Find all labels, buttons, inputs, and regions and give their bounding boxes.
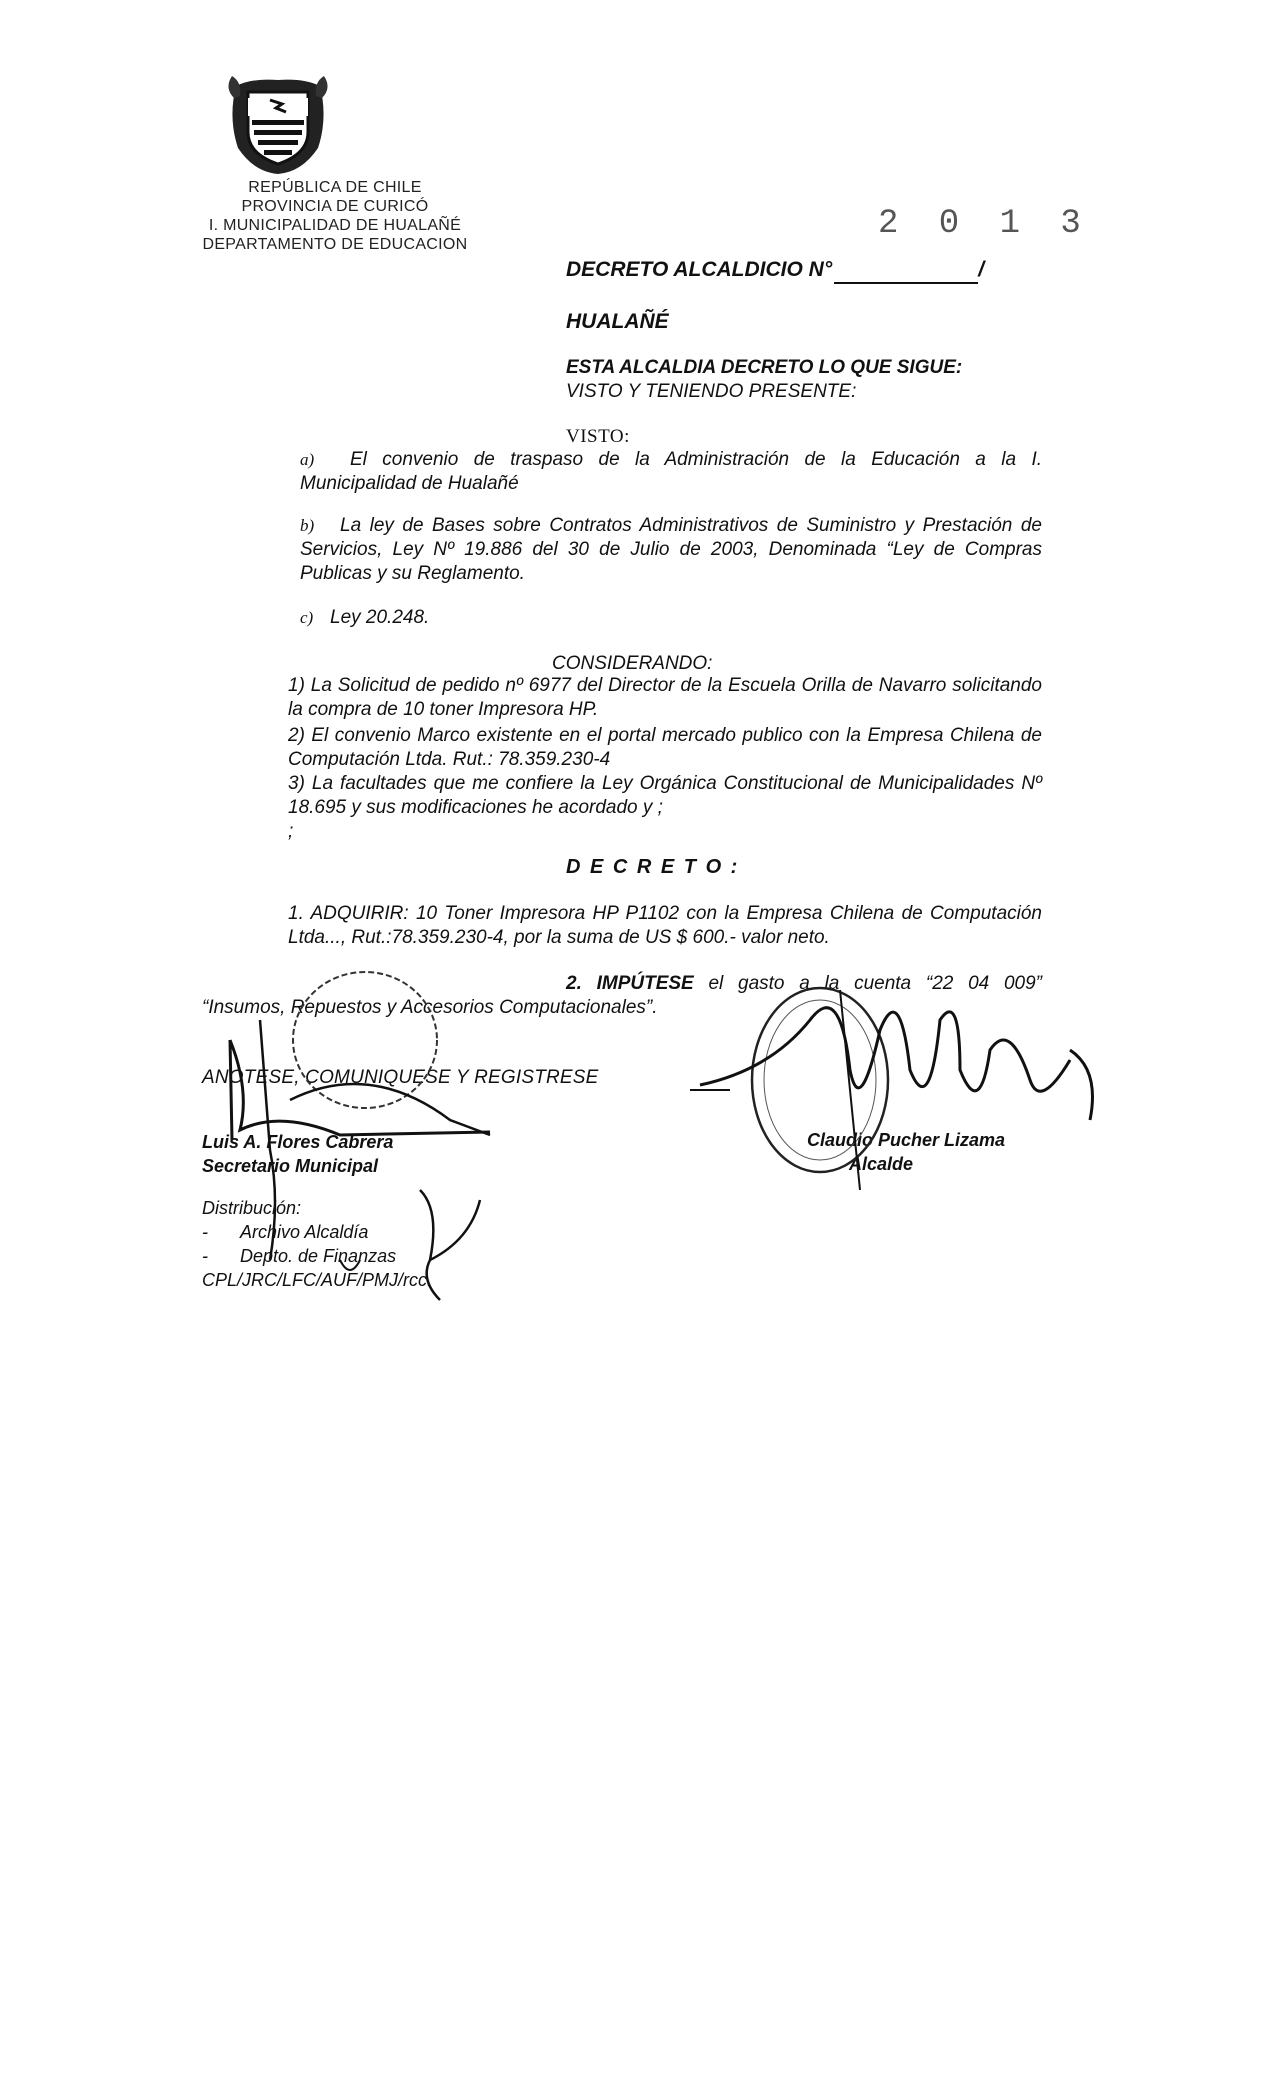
left-signatory-title: Secretario Municipal xyxy=(202,1156,379,1176)
visto-item-b-first-line xyxy=(300,514,1042,538)
visto-item-a-first-text: El convenio de traspaso de la Administración de la Educación a la I. xyxy=(350,449,1042,470)
header-municipality: I. MUNICIPALIDAD DE HUALAÑÉ xyxy=(208,217,462,234)
distribution-block xyxy=(202,1196,432,1292)
distribution-item-2-text: Depto. de Finanzas xyxy=(240,1246,397,1266)
visto-item-c-text: Ley 20.248. xyxy=(330,607,430,628)
decree-intro-bold: ESTA ALCALDIA DECRETO LO QUE SIGUE: xyxy=(566,357,963,378)
decree-title-text: DECRETO ALCALDICIO N° xyxy=(566,258,833,281)
decreto-item-2-text: el gasto a la cuenta “22 04 009” xyxy=(708,973,1042,994)
considerando-item-1: 1) La Solicitud de pedido nº 6977 del Director de la Escuela Orilla de Navarro solicitando la compra de 10 toner Impresora HP. xyxy=(288,675,1042,720)
visto-item-b-letter: b) xyxy=(300,516,315,535)
decreto-item-2-bold: 2. IMPÚTESE xyxy=(566,973,694,994)
decreto-item-2-line2: “Insumos, Repuestos y Accesorios Computacionales”. xyxy=(202,997,658,1018)
distribution-item-2 xyxy=(202,1244,432,1268)
visto-item-b-rest: Servicios, Ley Nº 19.886 del 30 de Julio de 2003, Denominada “Ley de Compras Publicas y su Reglamento. xyxy=(300,539,1042,584)
considerando-heading: CONSIDERANDO: xyxy=(552,653,713,674)
decree-number-blank xyxy=(834,258,978,284)
left-signatory-name: Luis A. Flores Cabrera xyxy=(202,1132,394,1152)
considerando-item-2: 2) El convenio Marco existente en el portal mercado publico con la Empresa Chilena de Computación Ltda. Rut.: 78.359.230-4 xyxy=(288,725,1042,770)
decreto-item-1: 1. ADQUIRIR: 10 Toner Impresora HP P1102 con la Empresa Chilena de Computación Ltda..., Rut.:78.359.230-4, por la suma de US $ 600.- valor neto. xyxy=(288,903,1042,948)
visto-item-a xyxy=(300,448,1042,496)
visto-item-b xyxy=(300,514,1042,586)
header-country: REPÚBLICA DE CHILE xyxy=(248,179,422,196)
visto-item-c xyxy=(300,606,429,630)
decreto-item-2 xyxy=(566,972,1042,996)
right-signatory xyxy=(796,1128,1016,1176)
distribution-initials: CPL/JRC/LFC/AUF/PMJ/rcc. xyxy=(202,1270,433,1290)
decree-place: HUALAÑÉ xyxy=(566,310,669,333)
considerando-item-4: ; xyxy=(288,821,294,842)
visto-item-a-first-line xyxy=(300,448,1042,472)
decree-title-suffix: / xyxy=(978,258,985,281)
visto-item-b-first-text: La ley de Bases sobre Contratos Administrativos de Suministro y Prestación de xyxy=(340,515,1042,536)
right-signatory-name: Claudio Pucher Lizama xyxy=(806,1130,1006,1150)
decreto-item-2-line1 xyxy=(566,972,1042,996)
considerando-list xyxy=(288,674,1042,844)
visto-item-c-letter: c) xyxy=(300,608,314,627)
municipal-coat-of-arms xyxy=(224,68,332,176)
decreto-heading: D E C R E T O : xyxy=(566,856,740,878)
header-department: DEPARTAMENTO DE EDUCACION xyxy=(202,236,468,253)
decree-title xyxy=(566,258,984,284)
visto-heading: VISTO: xyxy=(566,426,630,447)
decree-intro: VISTO Y TENIENDO PRESENTE: xyxy=(566,381,857,402)
considerando-item-3: 3) La facultades que me confiere la Ley Orgánica Constitucional de Municipalidades Nº 18.695 y sus modificaciones he acordado y ; xyxy=(288,773,1042,818)
distribution-bullet: - xyxy=(202,1222,208,1242)
letterhead xyxy=(190,178,480,254)
distribution-item-1 xyxy=(202,1220,432,1244)
distribution-heading: Distribución: xyxy=(202,1198,302,1218)
distribution-item-1-text: Archivo Alcaldía xyxy=(240,1222,369,1242)
visto-item-a-letter: a) xyxy=(300,450,315,469)
distribution-bullet: - xyxy=(202,1246,208,1266)
right-signatory-title: Alcalde xyxy=(848,1154,914,1174)
stamped-number: 2 0 1 3 xyxy=(878,205,1091,243)
closing-statement: ANOTESE, COMUNIQUESE Y REGISTRESE xyxy=(202,1067,599,1088)
visto-item-a-rest: Municipalidad de Hualañé xyxy=(300,473,519,494)
header-province: PROVINCIA DE CURICÓ xyxy=(241,198,429,215)
left-signatory xyxy=(202,1130,393,1178)
